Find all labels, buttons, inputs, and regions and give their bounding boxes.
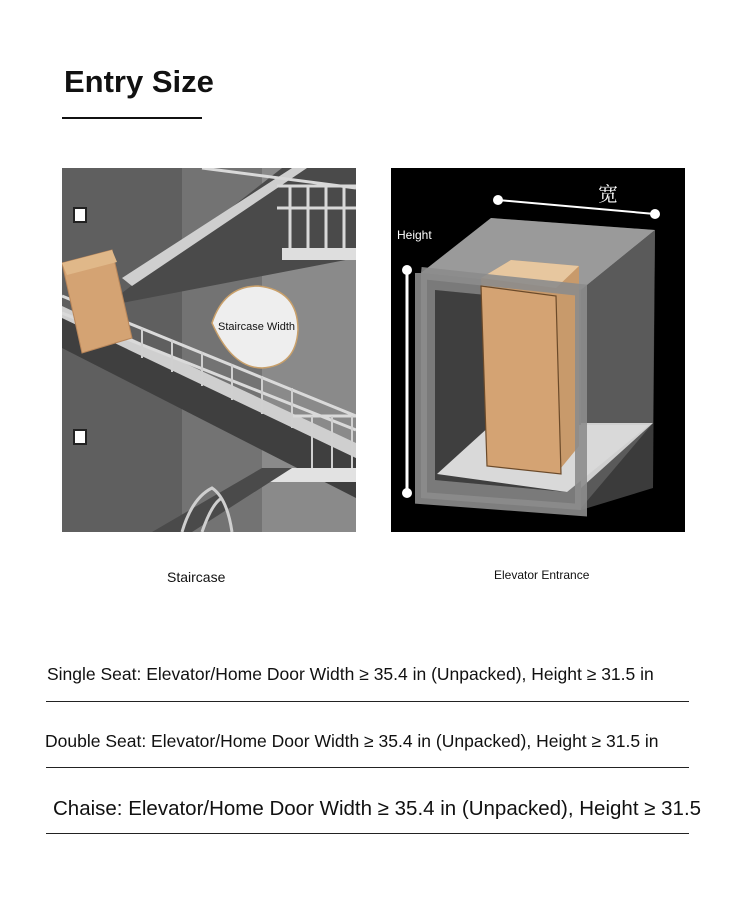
spec-divider bbox=[46, 833, 689, 834]
elevator-illustration bbox=[391, 168, 685, 532]
elevator-caption: Elevator Entrance bbox=[494, 568, 590, 582]
spec-divider bbox=[46, 767, 689, 768]
staircase-image bbox=[62, 168, 356, 532]
spec-double-seat: Double Seat: Elevator/Home Door Width ≥ 35.4 in (Unpacked), Height ≥ 31.5 in bbox=[45, 731, 659, 751]
spec-chaise: Chaise: Elevator/Home Door Width ≥ 35.4 in (Unpacked), Height ≥ 31.5 bbox=[53, 797, 702, 820]
elevator-image bbox=[391, 168, 685, 532]
staircase-illustration bbox=[62, 168, 356, 532]
spec-single-seat: Single Seat: Elevator/Home Door Width ≥ 35.4 in (Unpacked), Height ≥ 31.5 in bbox=[47, 664, 654, 684]
staircase-width-label: Staircase Width bbox=[218, 321, 296, 333]
title-underline bbox=[62, 117, 202, 119]
staircase-caption: Staircase bbox=[167, 569, 226, 585]
page-title: Entry Size bbox=[64, 64, 214, 99]
spec-divider bbox=[46, 701, 689, 702]
width-label: 宽 bbox=[598, 182, 618, 206]
height-label: Height bbox=[397, 228, 432, 242]
